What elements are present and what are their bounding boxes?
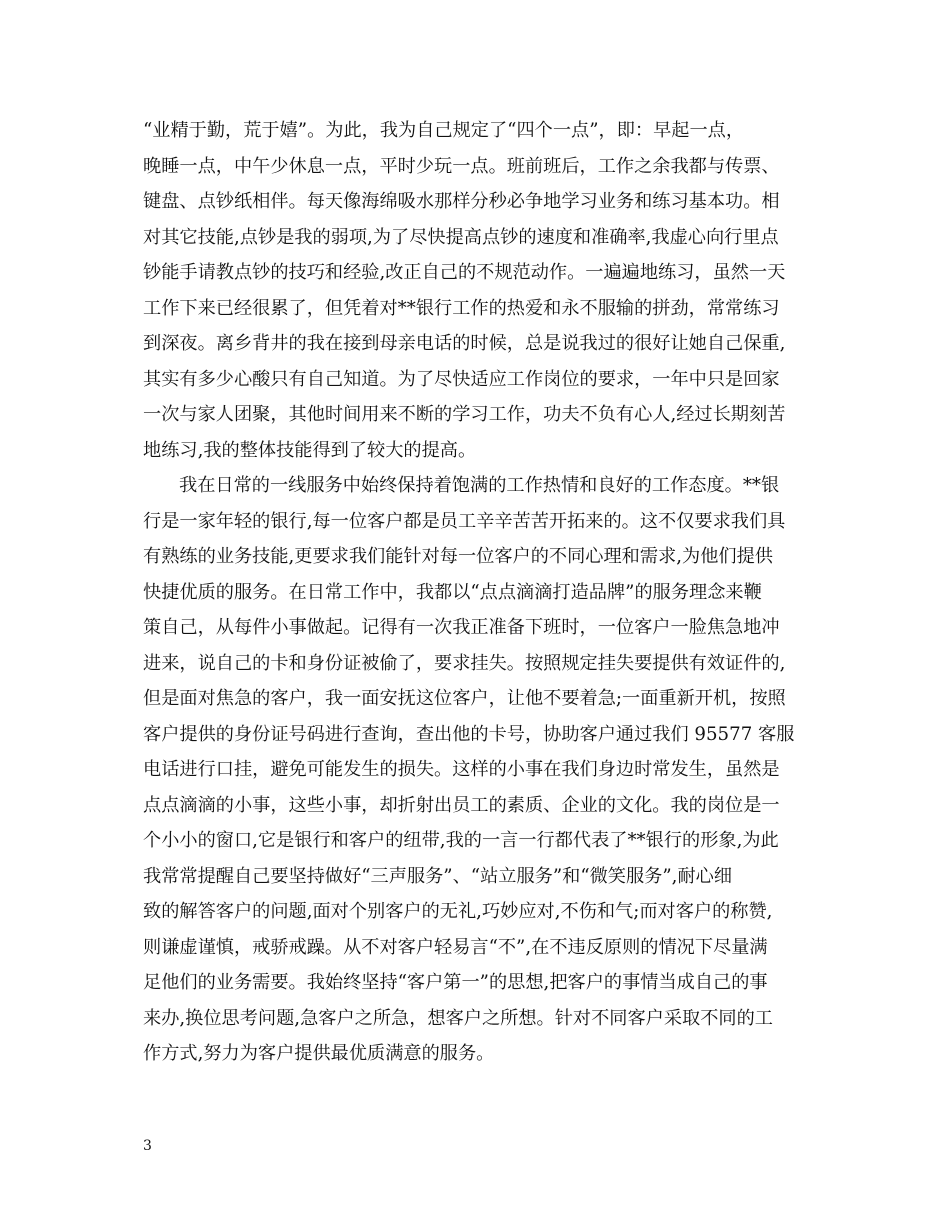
page-number: 3: [143, 1138, 152, 1154]
text-line: 致的解答客户的问题,面对个别客户的无礼,巧妙应对,不伤和气;而对客户的称赞,: [143, 901, 773, 922]
text-line: 来办,换位思考问题,急客户之所急，想客户之所想。针对不同客户采取不同的工: [143, 1007, 773, 1029]
paragraph-1: [143, 113, 811, 468]
text-line: 但是面对焦急的客户，我一面安抚这位客户，让他不要着急;一面重新开机，按照: [143, 688, 786, 709]
text-line: 足他们的业务需要。我始终坚持“客户第一”的思想,把客户的事情当成自己的事: [143, 972, 768, 993]
document-body: [143, 113, 811, 1072]
text-line: 对其它技能,点钞是我的弱项,为了尽快提高点钞的速度和准确率,我虚心向行里点: [143, 226, 779, 248]
text-line: 钞能手请教点钞的技巧和经验,改正自己的不规范动作。一遍遍地练习，虽然一天: [143, 262, 786, 283]
text-line: 电话进行口挂，避免可能发生的损失。这样的小事在我们身边时常发生，虽然是: [143, 759, 780, 780]
text-line: 晚睡一点，中午少休息一点，平时少玩一点。班前班后，工作之余我都与传票、: [143, 155, 780, 177]
text-line: 一次与家人团聚，其他时间用来不断的学习工作，功夫不负有心人,经过长期刻苦: [143, 404, 786, 425]
paragraph-2: [143, 468, 811, 1072]
text-line: 客户提供的身份证号码进行查询，查出他的卡号，协助客户通过我们 95577 客服: [143, 723, 795, 745]
text-line: “业精于勤，荒于嬉”。为此，我为自己规定了“四个一点”，即：早起一点，: [143, 120, 745, 141]
text-line: 有熟练的业务技能,更要求我们能针对每一位客户的不同心理和需求,为他们提供: [143, 546, 773, 567]
text-line: 作方式,努力为客户提供最优质满意的服务。: [143, 1043, 495, 1064]
text-line: 工作下来已经很累了，但凭着对**银行工作的热爱和永不服输的拼劲，常常练习: [143, 297, 780, 319]
text-line: 键盘、点钞纸相伴。每天像海绵吸水那样分秒必争地学习业务和练习基本功。相: [143, 191, 780, 212]
text-line: 到深夜。离乡背井的我在接到母亲电话的时候，总是说我过的很好让她自己保重,: [143, 333, 786, 354]
text-line: 则谦虚谨慎，戒骄戒躁。从不对客户轻易言“不”,在不违反原则的情况下尽量满: [143, 936, 768, 958]
text-line: 我在日常的一线服务中始终保持着饱满的工作热情和良好的工作态度。**银: [179, 475, 780, 496]
text-line: 我常常提醒自己要坚持做好“三声服务”、“站立服务”和“微笑服务”,耐心细: [143, 865, 733, 887]
text-line: 快捷优质的服务。在日常工作中，我都以“点点滴滴打造品牌”的服务理念来鞭: [143, 581, 762, 603]
text-line: 进来，说自己的卡和身份证被偷了，要求挂失。按照规定挂失要提供有效证件的,: [143, 652, 786, 674]
text-line: 点点滴滴的小事，这些小事，却折射出员工的素质、企业的文化。我的岗位是一: [143, 794, 780, 816]
text-line: 策自己，从每件小事做起。记得有一次我正准备下班时，一位客户一脸焦急地冲: [143, 617, 780, 638]
text-line: 个小小的窗口,它是银行和客户的纽带,我的一言一行都代表了**银行的形象,为此: [143, 830, 779, 851]
text-line: 行是一家年轻的银行,每一位客户都是员工辛辛苦苦开拓来的。这不仅要求我们具: [143, 510, 786, 532]
text-line: 其实有多少心酸只有自己知道。为了尽快适应工作岗位的要求，一年中只是回家: [143, 368, 780, 390]
text-line: 地练习,我的整体技能得到了较大的提高。: [143, 439, 477, 461]
